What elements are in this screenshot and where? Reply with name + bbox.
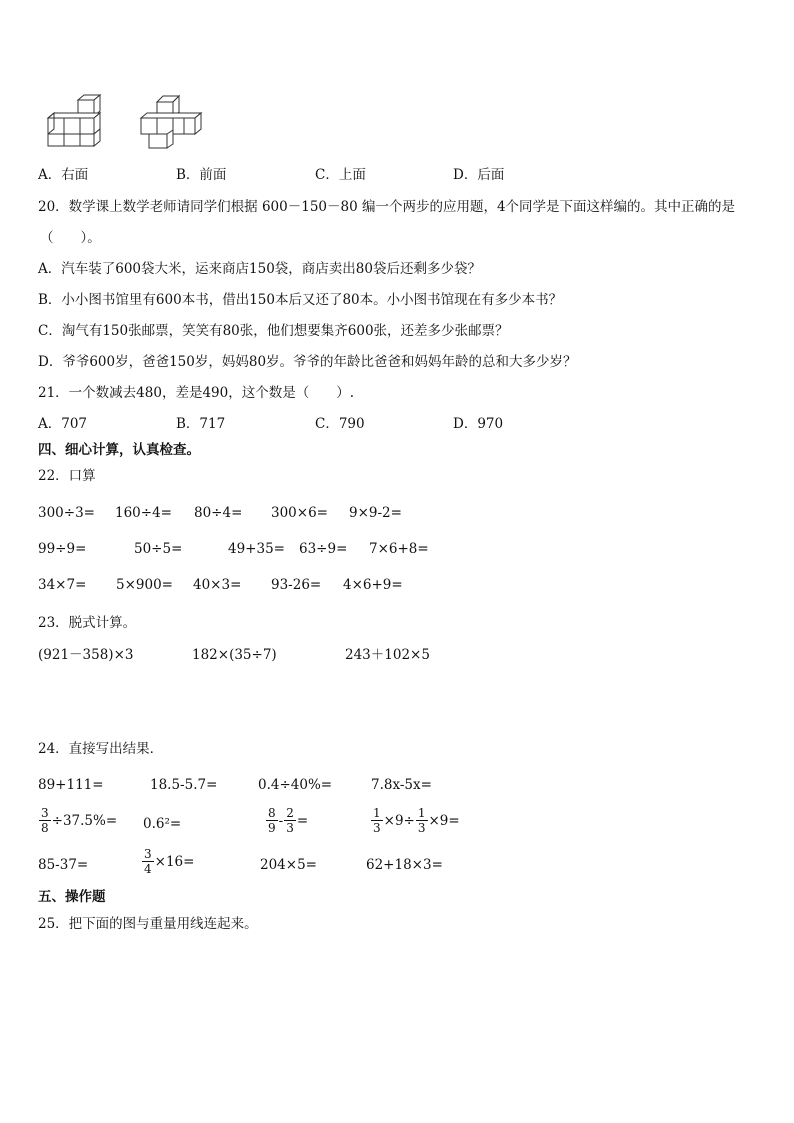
q25-stem: 25．把下面的图与重量用线连起来。 bbox=[38, 916, 258, 932]
q22-r3-c3: 40×3= bbox=[193, 577, 242, 593]
q24-r2-c1: $\frac{3}{8}$ ÷37.5%= bbox=[41, 806, 118, 835]
q20-option-a[interactable]: A．汽车装了600袋大米，运来商店150袋，商店卖出80袋后还剩多少袋？ bbox=[38, 261, 481, 277]
cube-figure-left bbox=[44, 94, 106, 148]
q20-option-d[interactable]: D．爷爷600岁，爸爸150岁，妈妈80岁。爷爷的年龄比爸爸和妈妈年龄的总和大多少岁？ bbox=[38, 354, 577, 370]
q24-title: 24．直接写出结果． bbox=[38, 741, 164, 757]
q23-item-1: (921－358)×3 bbox=[38, 647, 134, 663]
q19-option-d[interactable]: D．后面 bbox=[453, 167, 505, 183]
fraction-2-3: $\frac{2}{3}$ bbox=[286, 806, 294, 835]
q24-r3-c4: 62+18×3= bbox=[366, 857, 443, 873]
q19-option-b[interactable]: B．前面 bbox=[176, 167, 227, 183]
q22-r1-c4: 300×6= bbox=[271, 505, 328, 521]
cube-figure-right bbox=[135, 94, 207, 150]
q23-item-2: 182×(35÷7) bbox=[192, 647, 277, 663]
q24-r3-c1: 85-37= bbox=[38, 857, 89, 873]
q21-option-a[interactable]: A．707 bbox=[38, 416, 88, 432]
q24-r1-c2: 18.5-5.7= bbox=[150, 777, 218, 793]
section-5-heading: 五、操作题 bbox=[38, 889, 106, 905]
q22-r1-c5: 9×9-2= bbox=[349, 505, 402, 521]
q24-r2-c4: $\frac{1}{3}$ ×9÷ $\frac{1}{3}$ ×9= bbox=[373, 806, 460, 835]
q24-r1-c1: 89+111= bbox=[38, 777, 104, 793]
q22-r3-c1: 34×7= bbox=[38, 577, 87, 593]
q19-option-c[interactable]: C．上面 bbox=[315, 167, 366, 183]
q24-r2-c2: 0.6²= bbox=[143, 816, 182, 832]
fraction-1-3-second: $\frac{1}{3}$ bbox=[417, 806, 426, 835]
q24-r2-c3: $\frac{8}{9}$ - $\frac{2}{3}$ = bbox=[268, 806, 309, 835]
q24-r3-c3: 204×5= bbox=[260, 857, 317, 873]
q22-r2-c4: 63÷9= bbox=[299, 541, 348, 557]
q24-r3-c2: $\frac{3}{4}$ ×16= bbox=[144, 847, 195, 876]
fraction-3-8: $\frac{3}{8}$ bbox=[41, 806, 49, 835]
q21-option-b[interactable]: B．717 bbox=[176, 416, 226, 432]
q20-answer-bracket: （ ）。 bbox=[40, 230, 101, 246]
q20-option-c[interactable]: C．淘气有150张邮票，笑笑有80张，他们想要集齐600张，还差多少张邮票？ bbox=[38, 323, 509, 339]
q22-r3-c2: 5×900= bbox=[116, 577, 173, 593]
fraction-3-4: $\frac{3}{4}$ bbox=[144, 847, 152, 876]
q21-option-d[interactable]: D．970 bbox=[453, 416, 504, 432]
q20-stem: 20．数学课上数学老师请同学们根据 600－150－80 编一个两步的应用题，4个同学是下面这样编的。其中正确的是 bbox=[38, 199, 736, 215]
q22-r3-c5: 4×6+9= bbox=[343, 577, 403, 593]
q24-r1-c3: 0.4÷40%= bbox=[258, 777, 333, 793]
q22-r2-c2: 50÷5= bbox=[134, 541, 183, 557]
q22-title: 22．口算 bbox=[38, 468, 96, 484]
q22-r2-c3: 49+35= bbox=[228, 541, 285, 557]
q20-option-b[interactable]: B．小小图书馆里有600本书，借出150本后又还了80本。小小图书馆现在有多少本书？ bbox=[38, 292, 563, 308]
q23-title: 23．脱式计算。 bbox=[38, 615, 137, 631]
q22-r1-c2: 160÷4= bbox=[115, 505, 172, 521]
q21-option-c[interactable]: C．790 bbox=[315, 416, 365, 432]
q22-r2-c1: 99÷9= bbox=[38, 541, 87, 557]
q22-r2-c5: 7×6+8= bbox=[369, 541, 429, 557]
fraction-1-3: $\frac{1}{3}$ bbox=[373, 806, 381, 835]
q21-stem: 21．一个数减去480，差是490，这个数是（ ）. bbox=[38, 385, 355, 401]
q22-r3-c4: 93-26= bbox=[271, 577, 322, 593]
q22-r1-c1: 300÷3= bbox=[38, 505, 95, 521]
fraction-8-9: $\frac{8}{9}$ bbox=[268, 806, 276, 835]
q19-option-a[interactable]: A．右面 bbox=[38, 167, 89, 183]
q24-r1-c4: 7.8x-5x= bbox=[371, 777, 432, 793]
section-4-heading: 四、细心计算，认真检查。 bbox=[38, 442, 200, 458]
q22-r1-c3: 80÷4= bbox=[194, 505, 243, 521]
q23-item-3: 243＋102×5 bbox=[345, 647, 430, 663]
